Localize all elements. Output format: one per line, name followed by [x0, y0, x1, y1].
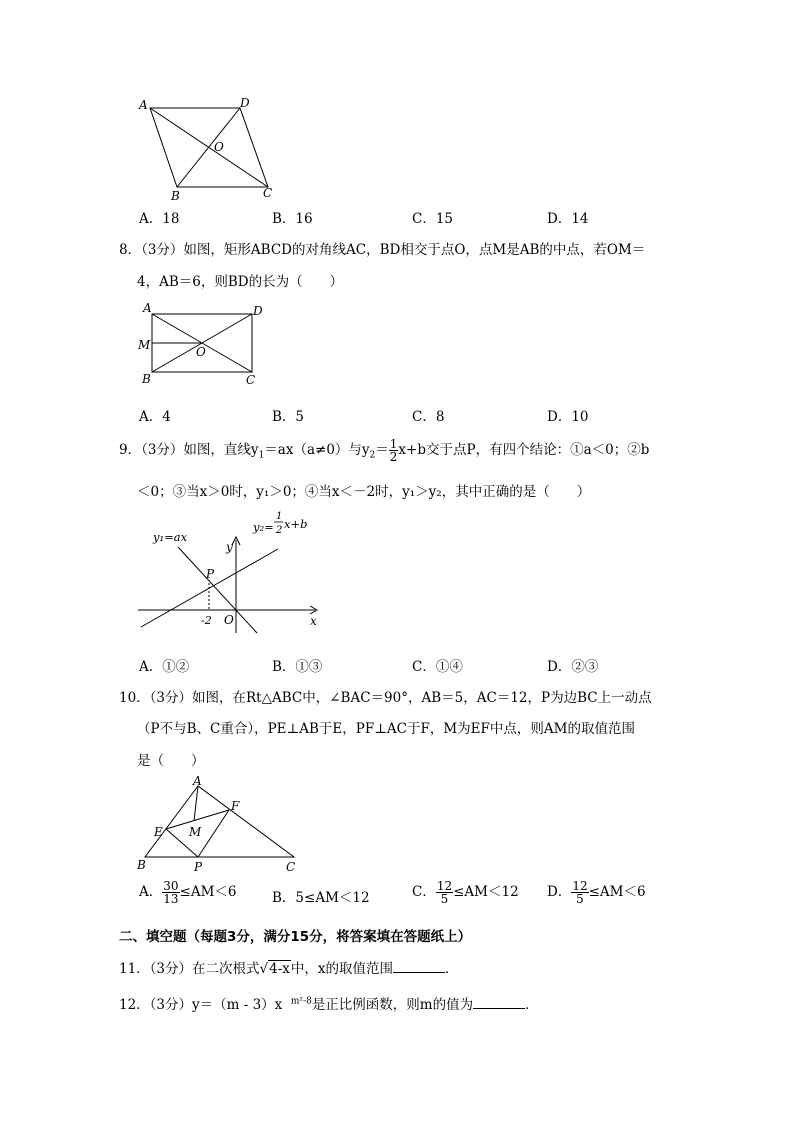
q9-line1-d: x+b交于点P，有四个结论：①a＜0；②b: [398, 442, 650, 458]
q7-label-a: A: [139, 98, 148, 112]
q9-option-b: B．①③: [272, 659, 323, 675]
q9-label-x: x: [310, 614, 317, 628]
q11-end: ．: [445, 961, 459, 977]
q8-label-m: M: [138, 338, 151, 352]
q11-before: 11．（3分）在二次根式: [119, 961, 260, 977]
q9-frac-den: 2: [389, 450, 398, 464]
q9-option-d: D．②③: [547, 659, 599, 675]
q8-question-line2: 4，AB＝6，则BD的长为（ ）: [137, 274, 344, 290]
q7-figure: [135, 94, 285, 206]
q8-label-o: O: [196, 345, 206, 359]
q8-label-a: A: [143, 301, 152, 315]
q8-option-a: A．4: [139, 409, 171, 425]
q7-label-d: D: [240, 96, 250, 110]
q11-answer-blank[interactable]: [393, 960, 445, 973]
q7-option-b: B．16: [272, 211, 313, 227]
q9-label-y: y: [226, 540, 233, 554]
q9-line1-b: ＝ax（a≠0）与y: [264, 442, 370, 458]
q9-label-y2b: x+b: [284, 517, 308, 531]
q9-label-neg2: -2: [201, 614, 212, 627]
q11-question: [119, 957, 459, 977]
q11-after: 中，x的取值范围: [290, 961, 394, 977]
q8-option-c: C．8: [412, 409, 445, 425]
q7-label-b: B: [171, 189, 180, 203]
q10-question-line1: 10．（3分）如图，在Rt△ABC中，∠BAC＝90°，AB＝5，AC＝12，P为边BC上一动点: [119, 690, 652, 706]
q10-label-c: C: [286, 860, 296, 873]
q9-frac-num: 1: [389, 437, 398, 451]
q8-label-d: D: [253, 304, 263, 318]
q9-fraction: [389, 438, 399, 463]
q12-answer-blank[interactable]: [473, 996, 525, 1009]
q10-label-f: F: [231, 799, 240, 813]
q10-label-a: A: [193, 774, 202, 788]
section2-heading: 二、填空题（每题3分，满分15分，将答案填在答题纸上）: [119, 929, 472, 945]
q7-label-o: O: [214, 140, 224, 154]
q9-label-y2: y₂=: [253, 520, 274, 534]
q9-option-a: A．①②: [139, 659, 190, 675]
q10-option-d: D． $\frac{12}{5}$ ≤AM＜6: [547, 879, 646, 906]
q9-label-half-num: 1: [276, 511, 283, 522]
q10-question-line2: （P不与B、C重合），PE⊥AB于E，PF⊥AC于F，M为EF中点，则AM的取值范围: [137, 721, 635, 737]
q8-option-b: B．5: [272, 409, 305, 425]
q8-label-c: C: [246, 373, 256, 387]
q8-option-d: D．10: [547, 409, 589, 425]
q8-label-b: B: [142, 372, 151, 386]
q9-label-y1: y₁=ax: [153, 530, 188, 544]
q12-exponent: m²-8: [290, 996, 312, 1007]
q9-question-line1: 9．（3分）如图，直线$y_1=ax(a\ne 0)$与$y_2=$ $\frac{1}{2}$ x+b交于点P，有四个结论：①a＜0；②b: [119, 437, 650, 464]
q10-label-e: E: [154, 825, 163, 839]
q12-before: 12．（3分）y＝（m - 3）x: [119, 997, 283, 1013]
q10-option-a: A． $\frac{30}{13}$ ≤AM＜6: [139, 879, 237, 906]
sqrt-symbol: √: [259, 961, 269, 977]
q9-label-o: O: [224, 613, 234, 627]
q9-figure: [135, 505, 335, 640]
q9-label-half-den: 2: [276, 525, 283, 536]
q10-question-line3: 是（ ）: [137, 753, 205, 769]
q7-option-a: A．18: [139, 211, 180, 227]
q9-option-c: C．①④: [412, 659, 463, 675]
q10-option-b: B．5≤AM＜12: [272, 890, 370, 906]
q12-end: ．: [525, 997, 539, 1013]
q10-option-c: C． $\frac{12}{5}$ ≤AM＜12: [412, 879, 519, 906]
q10-label-b: B: [137, 858, 146, 872]
q9-label-p: P: [206, 567, 215, 581]
q10-figure: [135, 773, 310, 873]
q7-label-c: C: [263, 186, 273, 200]
q10-label-p: P: [194, 860, 203, 873]
q9-line1-c: ＝: [375, 442, 389, 458]
q7-option-c: C．15: [412, 211, 454, 227]
q9-line1-a: 9．（3分）如图，直线y: [119, 442, 259, 458]
q8-figure: [135, 300, 275, 390]
q11-radicand: 4-x: [269, 961, 290, 977]
q9-question-line2: ＜0；③当x＞0时，y₁＞0；④当x＜－2时，y₁＞y₂，其中正确的是（ ）: [137, 484, 591, 500]
q10-label-m: M: [189, 825, 202, 839]
q12-after: 是正比例函数，则m的值为: [311, 997, 474, 1013]
q7-option-d: D．14: [547, 211, 589, 227]
q12-question: [119, 993, 539, 1013]
q8-question-line1: 8．（3分）如图，矩形ABCD的对角线AC，BD相交于点O，点M是AB的中点，若OM＝: [119, 242, 646, 258]
